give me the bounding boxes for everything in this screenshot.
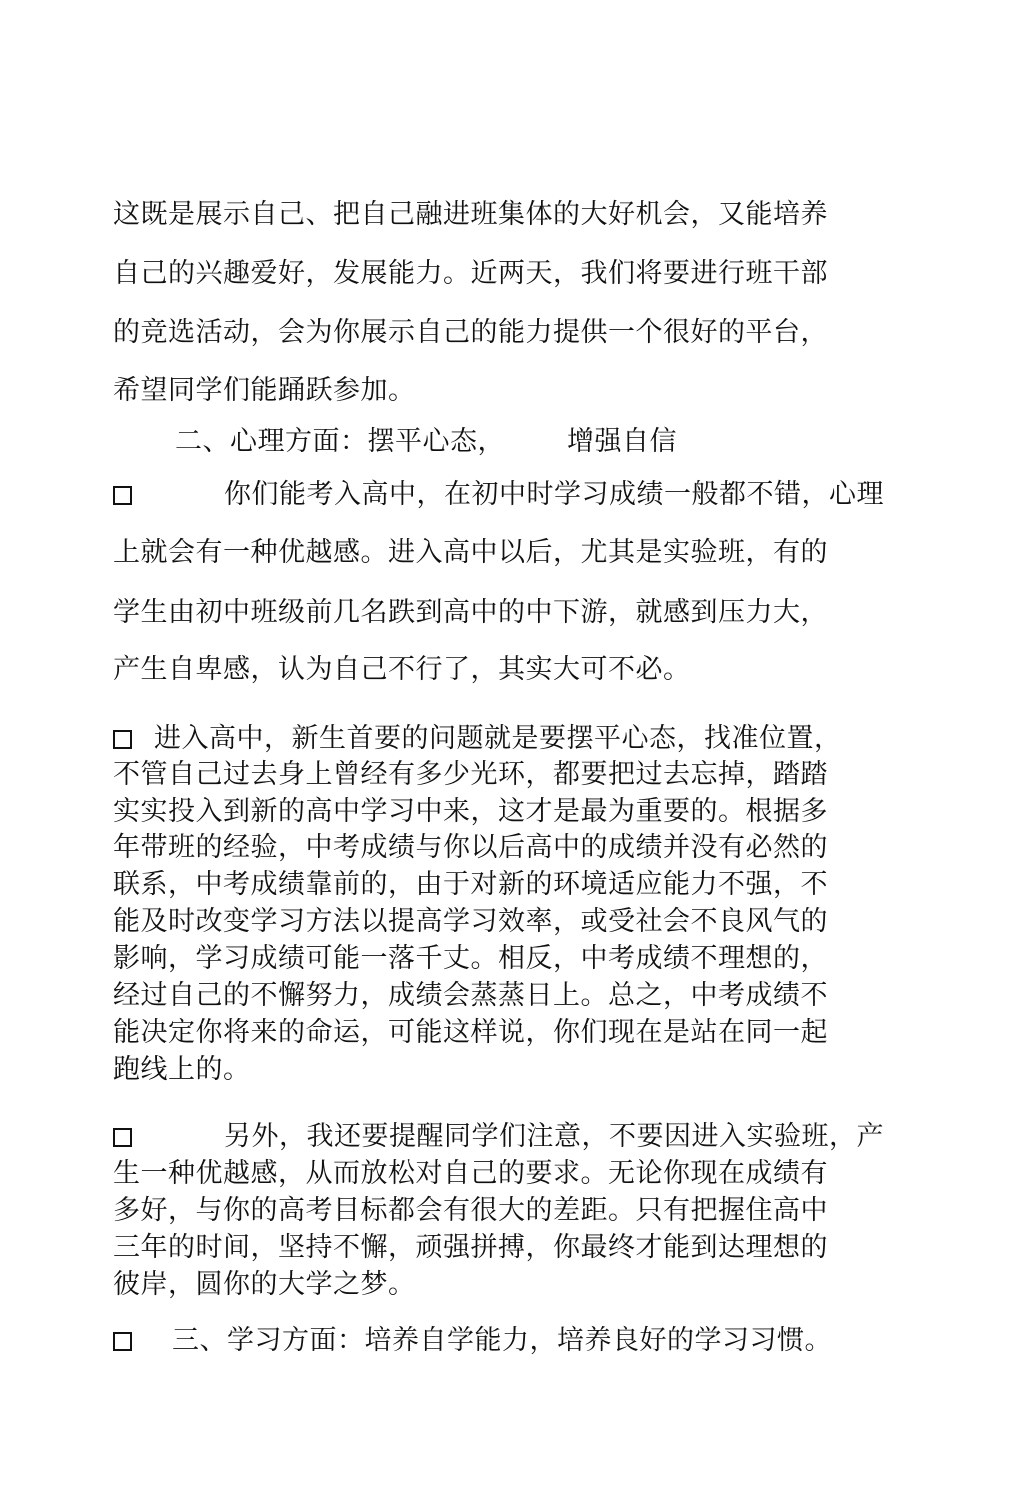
text-line: 经过自己的不懈努力，成绩会蒸蒸日上。总之，中考成绩不 [113,980,828,1011]
text-line: 不管自己过去身上曾经有多少光环，都要把过去忘掉，踏踏 [113,759,828,790]
text-line: 自己的兴趣爱好，发展能力。近两天，我们将要进行班干部 [113,258,828,289]
text-line: 彼岸，圆你的大学之梦。 [113,1269,416,1300]
checkbox-square-icon [113,1128,132,1147]
checkbox-square-icon [113,730,132,749]
section-heading-psychology: 二、心理方面：摆平心态， [175,426,505,457]
paragraph-first-line: 你们能考入高中，在初中时学习成绩一般都不错，心理 [224,479,884,510]
text-line: 能及时改变学习方法以提高学习效率，或受社会不良风气的 [113,906,828,937]
text-line: 年带班的经验，中考成绩与你以后高中的成绩并没有必然的 [113,832,828,863]
checkbox-square-icon [113,1332,132,1351]
text-line: 能决定你将来的命运，可能这样说，你们现在是站在同一起 [113,1017,828,1048]
paragraph-first-line: 进入高中，新生首要的问题就是要摆平心态，找准位置， [154,723,842,754]
text-line: 联系，中考成绩靠前的，由于对新的环境适应能力不强，不 [113,869,828,900]
text-line: 上就会有一种优越感。进入高中以后，尤其是实验班，有的 [113,537,828,568]
text-line: 生一种优越感，从而放松对自己的要求。无论你现在成绩有 [113,1158,828,1189]
text-line: 的竞选活动，会为你展示自己的能力提供一个很好的平台， [113,317,828,348]
text-line: 三年的时间，坚持不懈，顽强拼搏，你最终才能到达理想的 [113,1232,828,1263]
text-line: 影响，学习成绩可能一落千丈。相反，中考成绩不理想的， [113,943,828,974]
text-line: 希望同学们能踊跃参加。 [113,375,416,406]
text-line: 多好，与你的高考目标都会有很大的差距。只有把握住高中 [113,1195,828,1226]
text-line: 产生自卑感，认为自己不行了，其实大可不必。 [113,654,691,685]
text-line: 这既是展示自己、把自己融进班集体的大好机会，又能培养 [113,199,828,230]
text-line: 学生由初中班级前几名跌到高中的中下游，就感到压力大， [113,597,828,628]
text-line: 跑线上的。 [113,1054,251,1085]
checkbox-square-icon [113,486,132,505]
section-heading-psychology-suffix: 增强自信 [567,426,677,457]
section-heading-study: 三、学习方面：培养自学能力，培养良好的学习习惯。 [172,1325,832,1356]
paragraph-first-line: 另外，我还要提醒同学们注意，不要因进入实验班，产 [224,1121,884,1152]
text-line: 实实投入到新的高中学习中来，这才是最为重要的。根据多 [113,796,828,827]
